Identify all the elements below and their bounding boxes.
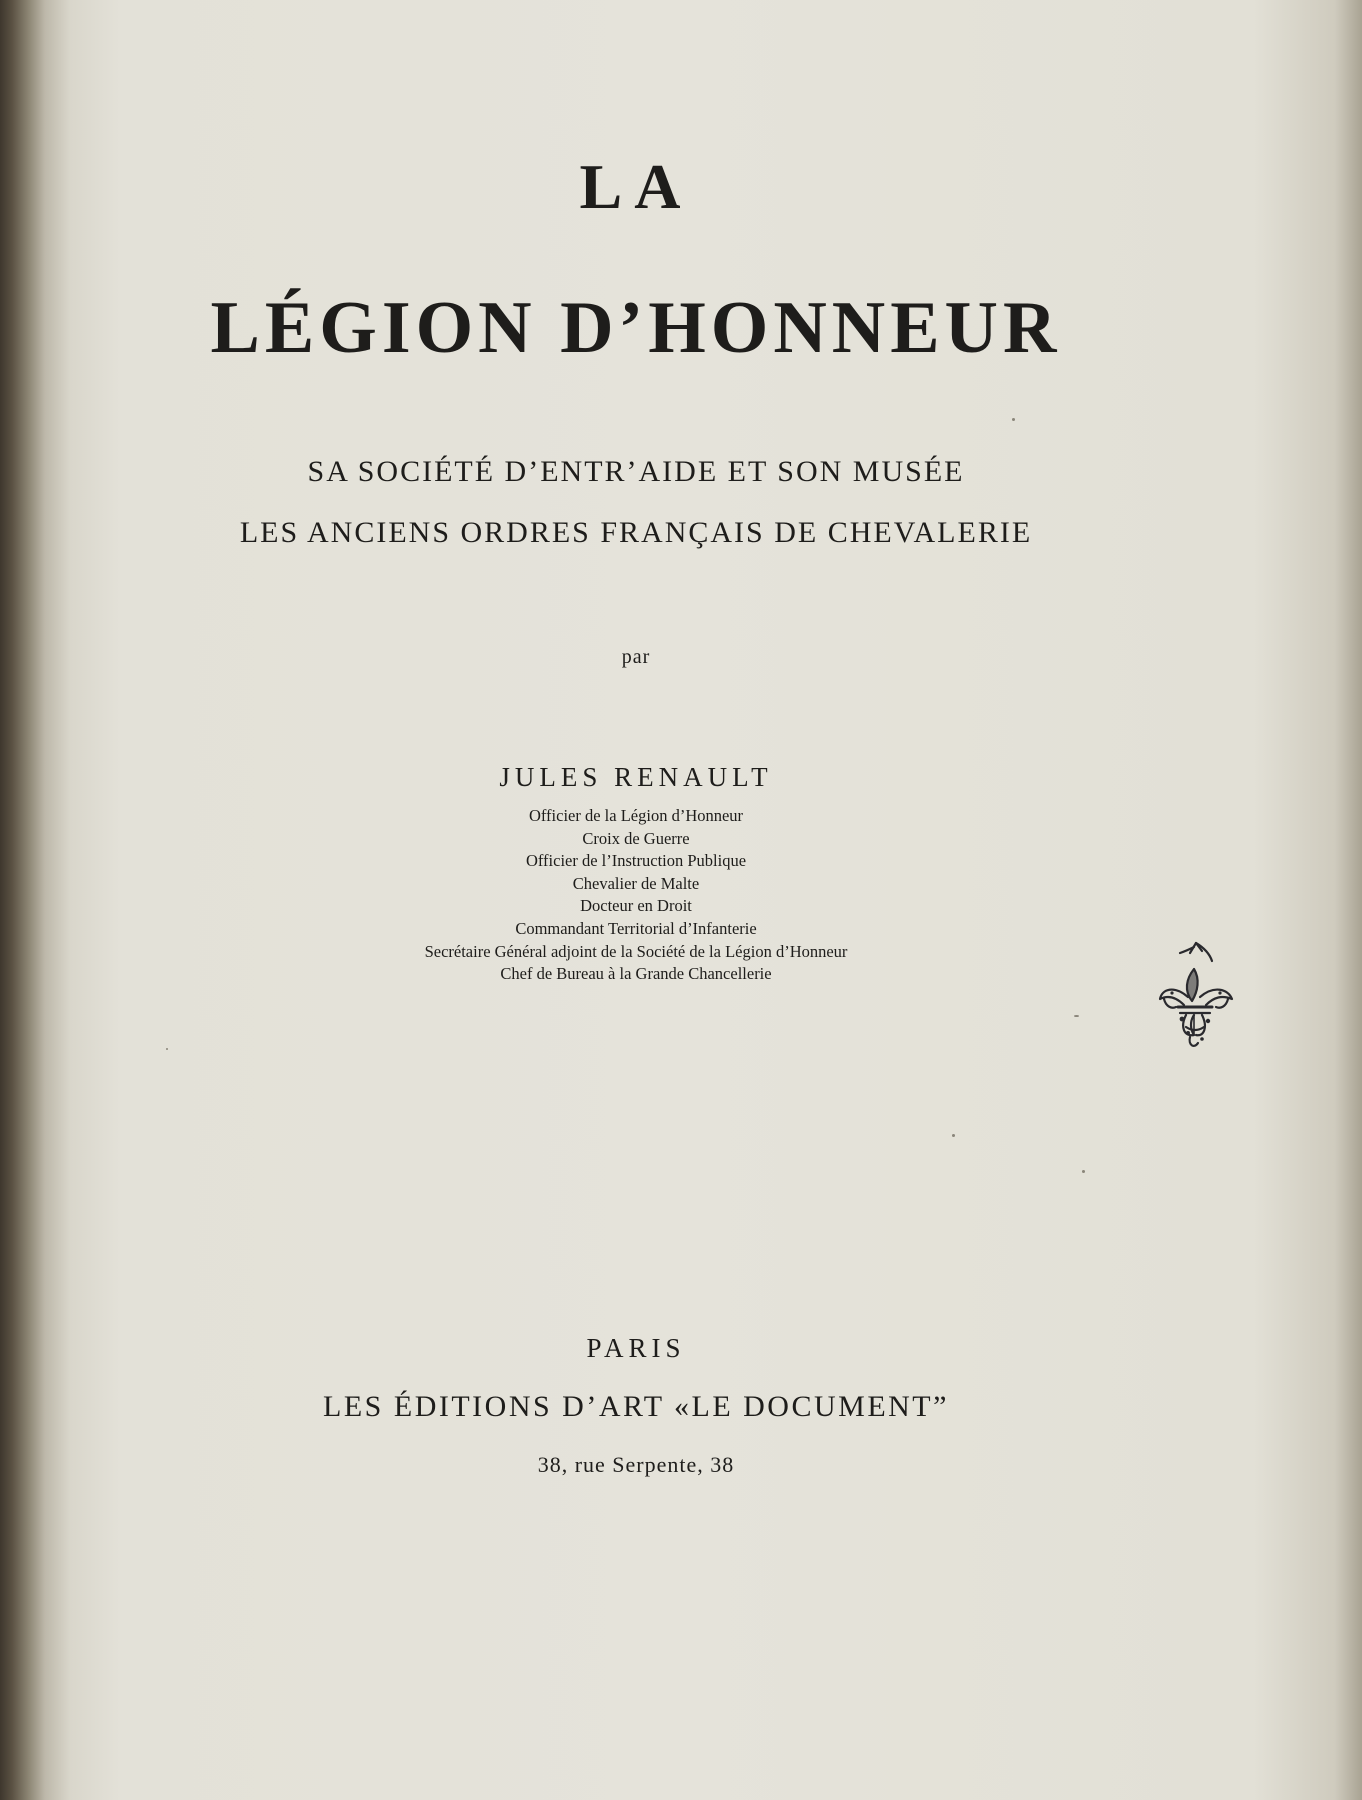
imprint-address: 38, rue Serpente, 38 bbox=[537, 1452, 735, 1477]
paper-speck bbox=[166, 1048, 168, 1050]
paper-speck bbox=[1082, 1170, 1085, 1173]
author-title-7: Secrétaire Général adjoint de la Société de la Légion d’Honneur bbox=[424, 941, 848, 961]
subtitle-line-1: SA SOCIÉTÉ D’ENTR’AIDE ET SON MUSÉE bbox=[307, 455, 965, 488]
title-legion-dhonneur: LÉGION D’HONNEUR bbox=[210, 287, 1062, 369]
author-title-8: Chef de Bureau à la Grande Chancellerie bbox=[500, 964, 772, 984]
par-label: par bbox=[621, 646, 651, 668]
paper-speck bbox=[1074, 1015, 1079, 1017]
author-title-5: Docteur en Droit bbox=[580, 896, 692, 916]
title-la: LA bbox=[579, 151, 693, 222]
author-title-3: Officier de l’Instruction Publique bbox=[525, 851, 747, 871]
imprint-publisher: LES ÉDITIONS D’ART «LE DOCUMENT” bbox=[323, 1390, 949, 1423]
fleur-de-lis-icon bbox=[1150, 935, 1240, 1065]
paper-speck bbox=[952, 1134, 955, 1137]
author-titles-list bbox=[0, 805, 1272, 986]
paper-speck bbox=[1012, 418, 1015, 421]
author-title-1: Officier de la Légion d’Honneur bbox=[528, 806, 744, 825]
author-title-6: Commandant Territorial d’Infanterie bbox=[515, 918, 757, 938]
subtitle-line-2: LES ANCIENS ORDRES FRANÇAIS DE CHEVALERIE bbox=[239, 516, 1033, 549]
author-name: JULES RENAULT bbox=[499, 762, 773, 792]
author-title-4: Chevalier de Malte bbox=[572, 873, 700, 893]
author-title-2: Croix de Guerre bbox=[582, 828, 690, 848]
imprint-city: PARIS bbox=[586, 1333, 686, 1363]
